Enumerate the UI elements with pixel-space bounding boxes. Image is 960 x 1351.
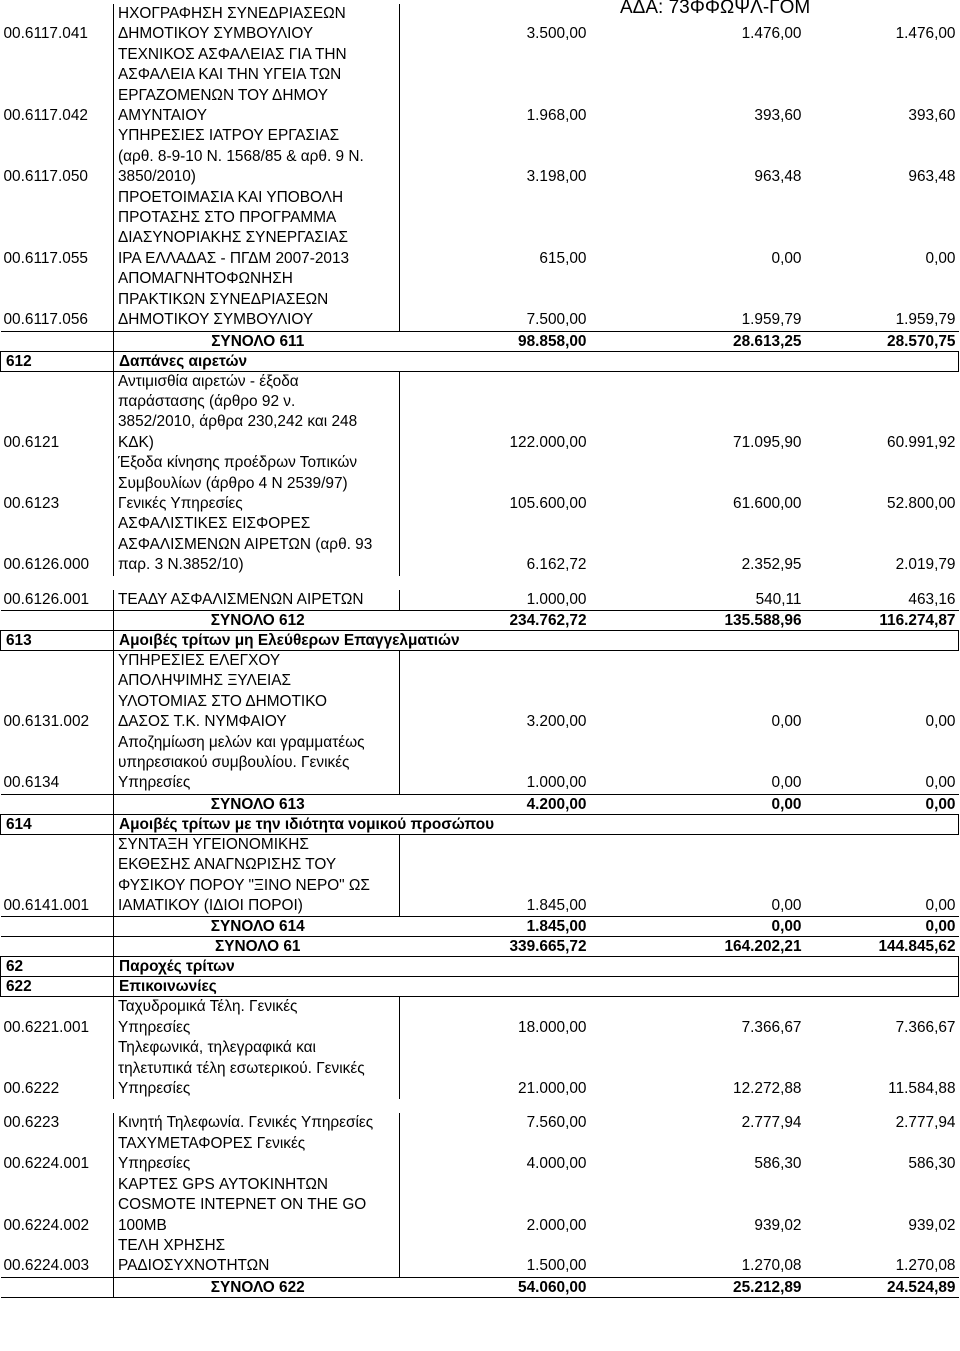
total-budget: 339.665,72 <box>400 937 590 957</box>
account-description: ΤΑΧΥΜΕΤΑΦΟΡΕΣ Γενικές Υπηρεσίες <box>114 1134 400 1175</box>
account-description: Τηλεφωνικά, τηλεγραφικά και τηλετυπικά τέλη εσωτερικού. Γενικές Υπηρεσίες <box>114 1038 400 1099</box>
budget-value: 1.845,00 <box>526 897 587 915</box>
commitment-value: 2.777,94 <box>741 1114 802 1132</box>
spacer-row <box>1 1099 959 1113</box>
account-description: ΥΠΗΡΕΣΙΕΣ ΙΑΤΡΟΥ ΕΡΓΑΣΙΑΣ (αρθ. 8-9-10 Ν. 1568/85 & αρθ. 9 Ν. 3850/2010) <box>114 126 400 187</box>
table-row <box>1 1175 959 1236</box>
table-row <box>1 4 959 45</box>
account-description: ΠΡΟΕΤΟΙΜΑΣΙΑ ΚΑΙ ΥΠΟΒΟΛΗ ΠΡΟΤΑΣΗΣ ΣΤΟ ΠΡΟΓΡΑΜΜΑ ΔΙΑΣΥΝΟΡΙΑΚΗΣ ΣΥΝΕΡΓΑΣΙΑΣ ΙΡΑ ΕΛΛΑΔΑΣ - ΠΓΔΜ 2007-2013 <box>114 188 400 270</box>
commitment-value: 0,00 <box>771 713 802 731</box>
total-spacer <box>1 331 114 351</box>
table-row <box>1 371 959 453</box>
payment-value: 0,00 <box>925 713 956 731</box>
budget-value: 122.000,00 <box>509 433 587 451</box>
account-code: 00.6117.041 <box>3 25 88 43</box>
commitment-value: 586,30 <box>754 1155 802 1173</box>
account-code: 00.6141.001 <box>3 897 90 915</box>
total-row <box>1 331 959 351</box>
commitment-value: 0,00 <box>771 897 802 915</box>
payment-value: 586,30 <box>908 1155 956 1173</box>
budget-value: 1.000,00 <box>526 774 587 792</box>
table-row <box>1 834 959 917</box>
commitment-value: 71.095,90 <box>733 433 802 451</box>
budget-value: 7.560,00 <box>526 1114 587 1132</box>
payment-value: 2.777,94 <box>895 1114 956 1132</box>
budget-value: 6.162,72 <box>526 556 587 574</box>
total-commitment: 28.613,25 <box>590 331 805 351</box>
account-code: 00.6224.001 <box>3 1155 90 1173</box>
table-row <box>1 453 959 514</box>
total-row <box>1 794 959 814</box>
commitment-value: 0,00 <box>771 774 802 792</box>
account-code: 00.6224.003 <box>3 1257 90 1275</box>
table-row <box>1 126 959 187</box>
total-budget: 4.200,00 <box>400 794 590 814</box>
budget-value: 3.198,00 <box>526 168 587 186</box>
account-code: 00.6223 <box>3 1114 60 1132</box>
account-code: 00.6126.001 <box>3 590 90 608</box>
category-code: 613 <box>1 630 114 650</box>
category-title: Δαπάνες αιρετών <box>114 351 959 371</box>
total-budget: 54.060,00 <box>400 1277 590 1297</box>
payment-value: 11.584,88 <box>888 1080 956 1098</box>
account-code: 00.6131.002 <box>3 713 90 731</box>
category-code: 62 <box>1 957 114 977</box>
total-row <box>1 917 959 937</box>
category-row <box>1 977 959 997</box>
account-code: 00.6123 <box>3 494 60 512</box>
account-description: ΤΕΧΝΙΚΟΣ ΑΣΦΑΛΕΙΑΣ ΓΙΑ ΤΗΝ ΑΣΦΑΛΕΙΑ ΚΑΙ ΤΗΝ ΥΓΕΙΑ ΤΩΝ ΕΡΓΑΖΟΜΕΝΩΝ ΤΟΥ ΔΗΜΟΥ ΑΜΥΝΤΑΙΟΥ <box>114 45 400 127</box>
table-row <box>1 590 959 611</box>
budget-value: 615,00 <box>539 249 587 267</box>
table-row <box>1 650 959 732</box>
total-budget: 1.845,00 <box>400 917 590 937</box>
category-code: 614 <box>1 814 114 834</box>
account-code: 00.6134 <box>3 774 60 792</box>
commitment-value: 61.600,00 <box>733 494 802 512</box>
account-code: 00.6126.000 <box>3 556 90 574</box>
category-row <box>1 351 959 371</box>
total-spacer <box>1 937 114 957</box>
category-title: Επικοινωνίες <box>114 977 959 997</box>
account-code: 00.6121 <box>3 433 60 451</box>
account-description: ΑΣΦΑΛΙΣΤΙΚΕΣ ΕΙΣΦΟΡΕΣ ΑΣΦΑΛΙΣΜΕΝΩΝ ΑΙΡΕΤΩΝ (αρθ. 93 παρ. 3 Ν.3852/10) <box>114 514 400 575</box>
total-commitment: 0,00 <box>590 794 805 814</box>
total-commitment: 25.212,89 <box>590 1277 805 1297</box>
total-payment: 0,00 <box>805 917 959 937</box>
category-title: Αμοιβές τρίτων μη Ελεύθερων Επαγγελματιών <box>114 630 959 650</box>
account-description: ΣΥΝΤΑΞΗ ΥΓΕΙΟΝΟΜΙΚΗΣ ΕΚΘΕΣΗΣ ΑΝΑΓΝΩΡΙΣΗΣ ΤΟΥ ΦΥΣΙΚΟΥ ΠΟΡΟΥ "ΞΙΝΟ ΝΕΡΟ" ΩΣ ΙΑΜΑΤΙΚΟΥ (ΙΔΙΟΙ ΠΟΡΟΙ) <box>114 834 400 917</box>
commitment-value: 0,00 <box>771 249 802 267</box>
table-row <box>1 1134 959 1175</box>
payment-value: 2.019,79 <box>895 556 956 574</box>
payment-value: 963,48 <box>908 168 956 186</box>
table-row <box>1 997 959 1038</box>
account-code: 00.6222 <box>3 1080 60 1098</box>
total-spacer <box>1 794 114 814</box>
total-label: ΣΥΝΟΛΟ 611 <box>114 331 400 351</box>
total-budget: 234.762,72 <box>400 610 590 630</box>
spacer-row <box>1 576 959 590</box>
budget-value: 3.500,00 <box>526 25 587 43</box>
spacer-cell <box>1 576 959 590</box>
total-spacer <box>1 917 114 937</box>
total-row <box>1 610 959 630</box>
account-description: ΗΧΟΓΡΑΦΗΣΗ ΣΥΝΕΔΡΙΑΣΕΩΝ ΔΗΜΟΤΙΚΟΥ ΣΥΜΒΟΥΛΙΟΥ <box>114 4 400 45</box>
commitment-value: 1.959,79 <box>741 311 802 329</box>
total-label: ΣΥΝΟΛΟ 61 <box>114 937 400 957</box>
table-row <box>1 188 959 270</box>
category-row <box>1 630 959 650</box>
total-spacer <box>1 1277 114 1297</box>
table-row <box>1 1038 959 1099</box>
total-budget: 98.858,00 <box>400 331 590 351</box>
budget-value: 7.500,00 <box>526 311 587 329</box>
budget-value: 3.200,00 <box>526 713 587 731</box>
account-description: Έξοδα κίνησης προέδρων Τοπικών Συμβουλίων (άρθρο 4 Ν 2539/97) Γενικές Υπηρεσίες <box>114 453 400 514</box>
budget-value: 1.968,00 <box>526 107 587 125</box>
category-row <box>1 814 959 834</box>
budget-table-body <box>1 4 959 1297</box>
budget-value: 18.000,00 <box>518 1018 587 1036</box>
account-code: 00.6117.042 <box>3 107 88 125</box>
account-description: Αποζημίωση μελών και γραμματέως υπηρεσιακού συμβουλίου. Γενικές Υπηρεσίες <box>114 733 400 795</box>
payment-value: 0,00 <box>925 249 956 267</box>
payment-value: 0,00 <box>925 897 956 915</box>
commitment-value: 7.366,67 <box>741 1018 802 1036</box>
payment-value: 463,16 <box>908 590 956 608</box>
commitment-value: 2.352,95 <box>741 556 802 574</box>
payment-value: 0,00 <box>925 774 956 792</box>
total-payment: 144.845,62 <box>805 937 959 957</box>
commitment-value: 963,48 <box>754 168 802 186</box>
total-row <box>1 937 959 957</box>
total-label: ΣΥΝΟΛΟ 613 <box>114 794 400 814</box>
payment-value: 52.800,00 <box>887 494 956 512</box>
total-row <box>1 1277 959 1297</box>
budget-table <box>0 4 959 1298</box>
category-title: Αμοιβές τρίτων με την ιδιότητα νομικού προσώπου <box>114 814 959 834</box>
account-code: 00.6117.055 <box>3 249 88 267</box>
total-payment: 0,00 <box>805 794 959 814</box>
budget-value: 2.000,00 <box>526 1216 587 1234</box>
account-code: 00.6221.001 <box>3 1018 90 1036</box>
table-row <box>1 733 959 795</box>
table-row <box>1 1236 959 1277</box>
commitment-value: 12.272,88 <box>733 1080 802 1098</box>
total-label: ΣΥΝΟΛΟ 612 <box>114 610 400 630</box>
budget-value: 4.000,00 <box>526 1155 587 1173</box>
account-description: ΤΕΛΗ ΧΡΗΣΗΣ ΡΑΔΙΟΣΥΧΝΟΤΗΤΩΝ <box>114 1236 400 1277</box>
table-row <box>1 269 959 331</box>
budget-value: 1.000,00 <box>526 590 587 608</box>
account-description: ΥΠΗΡΕΣΙΕΣ ΕΛΕΓΧΟΥ ΑΠΟΛΗΨΙΜΗΣ ΞΥΛΕΙΑΣ ΥΛΟΤΟΜΙΑΣ ΣΤΟ ΔΗΜΟΤΙΚΟ ΔΑΣΟΣ Τ.Κ. ΝΥΜΦΑΙΟΥ <box>114 650 400 732</box>
payment-value: 393,60 <box>908 107 956 125</box>
account-description: ΤΕΑΔΥ ΑΣΦΑΛΙΣΜΕΝΩΝ ΑΙΡΕΤΩΝ <box>114 590 400 611</box>
table-row <box>1 45 959 127</box>
category-code: 612 <box>1 351 114 371</box>
total-payment: 24.524,89 <box>805 1277 959 1297</box>
commitment-value: 939,02 <box>754 1216 802 1234</box>
category-title: Παροχές τρίτων <box>114 957 959 977</box>
payment-value: 7.366,67 <box>895 1018 956 1036</box>
table-row <box>1 1113 959 1133</box>
total-commitment: 164.202,21 <box>590 937 805 957</box>
total-label: ΣΥΝΟΛΟ 622 <box>114 1277 400 1297</box>
payment-value: 1.270,08 <box>895 1257 956 1275</box>
total-spacer <box>1 610 114 630</box>
budget-value: 105.600,00 <box>509 494 587 512</box>
account-description: ΚΑΡΤΕΣ GPS ΑΥΤΟΚΙΝΗΤΩΝ COSMOTE INTEPNET ON THE GO 100MB <box>114 1175 400 1236</box>
account-description: Αντιμισθία αιρετών - έξοδα παράστασης (άρθρο 92 ν. 3852/2010, άρθρα 230,242 και 248 ΚΔΚ) <box>114 371 400 453</box>
total-payment: 116.274,87 <box>805 610 959 630</box>
account-code: 00.6224.002 <box>3 1216 90 1234</box>
total-commitment: 135.588,96 <box>590 610 805 630</box>
total-label: ΣΥΝΟΛΟ 614 <box>114 917 400 937</box>
category-code: 622 <box>1 977 114 997</box>
table-row <box>1 514 959 575</box>
payment-value: 1.959,79 <box>895 311 956 329</box>
commitment-value: 393,60 <box>754 107 802 125</box>
budget-value: 1.500,00 <box>526 1257 587 1275</box>
account-description: ΑΠΟΜΑΓΝΗΤΟΦΩΝΗΣΗ ΠΡΑΚΤΙΚΩΝ ΣΥΝΕΔΡΙΑΣΕΩΝ ΔΗΜΟΤΙΚΟΥ ΣΥΜΒΟΥΛΙΟΥ <box>114 269 400 331</box>
category-row <box>1 957 959 977</box>
total-commitment: 0,00 <box>590 917 805 937</box>
ada-stamp: ΑΔΑ: 73ΦΦΩΨΛ-ΓΟΜ <box>620 0 811 18</box>
payment-value: 60.991,92 <box>887 433 956 451</box>
account-code: 00.6117.050 <box>3 168 88 186</box>
payment-value: 1.476,00 <box>895 25 956 43</box>
budget-value: 21.000,00 <box>518 1080 587 1098</box>
commitment-value: 1.476,00 <box>741 25 802 43</box>
commitment-value: 1.270,08 <box>741 1257 802 1275</box>
account-code: 00.6117.056 <box>3 311 88 329</box>
account-description: Ταχυδρομικά Τέλη. Γενικές Υπηρεσίες <box>114 997 400 1038</box>
account-description: Κινητή Τηλεφωνία. Γενικές Υπηρεσίες <box>114 1113 400 1133</box>
spacer-cell <box>1 1099 959 1113</box>
total-payment: 28.570,75 <box>805 331 959 351</box>
payment-value: 939,02 <box>908 1216 956 1234</box>
commitment-value: 540,11 <box>755 590 802 608</box>
